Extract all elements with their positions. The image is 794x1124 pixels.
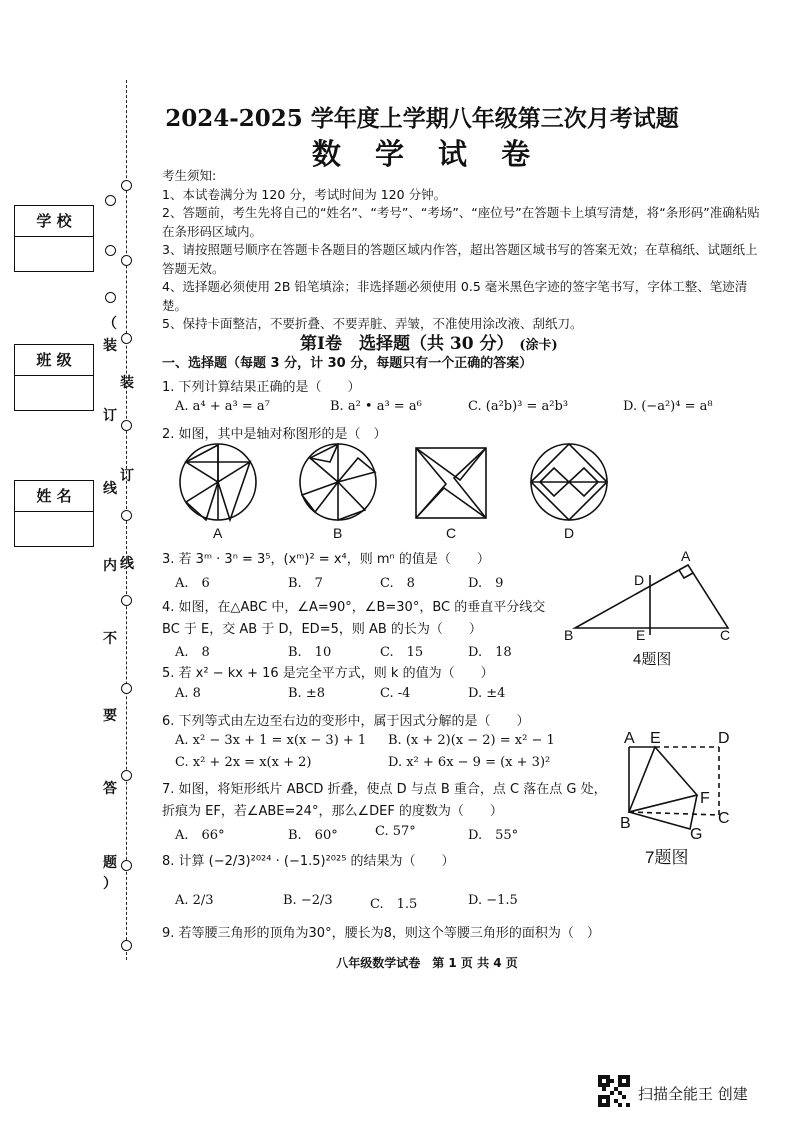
school-box[interactable] xyxy=(14,205,94,272)
school-label: 学 校 xyxy=(15,206,93,237)
binding-hole xyxy=(121,180,132,191)
option[interactable]: D. x² + 6x − 9 = (x + 3)² xyxy=(388,755,551,770)
inner-char: 要 xyxy=(103,708,117,724)
option[interactable]: A. 8 xyxy=(175,645,210,660)
note-item: 1、本试卷满分为 120 分，考试时间为 120 分钟。 xyxy=(162,186,447,202)
scanner-watermark: 扫描全能王 创建 xyxy=(638,1085,748,1103)
inner-char: 线 xyxy=(103,481,117,497)
class-box[interactable] xyxy=(14,344,94,411)
inner-char: 答 xyxy=(103,781,117,797)
option[interactable]: D. 55° xyxy=(468,828,519,843)
fig7-label: B xyxy=(620,815,631,832)
figure-d[interactable] xyxy=(531,444,607,520)
figure-b[interactable] xyxy=(300,444,376,520)
outer-char: 订 xyxy=(120,468,134,484)
option[interactable]: B. a² • a³ = a⁶ xyxy=(330,399,422,414)
fig7-label: A xyxy=(624,730,635,747)
option[interactable]: C. x² + 2x = x(x + 2) xyxy=(175,755,312,770)
margin-circle xyxy=(105,195,116,206)
fig7-label: C xyxy=(718,810,730,827)
q2-figures xyxy=(170,440,620,525)
option[interactable]: C. 57° xyxy=(375,824,416,839)
option[interactable]: A. x² − 3x + 1 = x(x − 3) + 1 xyxy=(175,733,367,748)
figure-a[interactable] xyxy=(180,444,256,520)
option[interactable]: A. 2/3 xyxy=(175,893,214,908)
fig4-label: B xyxy=(564,627,574,643)
question-stem-cont: 折痕为 EF，若∠ABE=24°，那么∠DEF 的度数为（ ） xyxy=(162,804,503,819)
option[interactable]: D. (−a²)⁴ = a⁸ xyxy=(623,399,713,414)
binding-hole xyxy=(121,255,132,266)
binding-hole xyxy=(121,860,132,871)
fig7-label: F xyxy=(700,790,710,807)
exam-notes xyxy=(162,167,762,334)
option[interactable]: A. 66° xyxy=(175,828,225,843)
option[interactable]: B. 60° xyxy=(288,828,338,843)
fig7-caption: 7题图 xyxy=(645,848,689,867)
option[interactable]: D. 18 xyxy=(468,645,512,660)
binding-hole xyxy=(121,683,132,694)
name-label: 姓 名 xyxy=(15,481,93,512)
inner-char: 内 xyxy=(103,558,117,574)
option[interactable]: C. 8 xyxy=(380,576,415,591)
outer-char: 线 xyxy=(120,556,134,572)
qr-code-icon xyxy=(598,1075,630,1107)
margin-circle xyxy=(105,245,116,256)
option[interactable]: C. 15 xyxy=(380,645,424,660)
name-box[interactable] xyxy=(14,480,94,547)
option[interactable]: A. 8 xyxy=(175,686,201,701)
outer-char: 装 xyxy=(120,375,134,391)
margin-circle xyxy=(105,292,116,303)
binding-hole xyxy=(121,510,132,521)
binding-hole xyxy=(121,420,132,431)
question-stem: 8. 计算 (−2/3)²⁰²⁴ · (−1.5)²⁰²⁵ 的结果为（ ） xyxy=(162,854,455,869)
option[interactable]: B. −2/3 xyxy=(283,893,333,908)
fig4-label: E xyxy=(636,627,646,643)
exam-title: 2024-2025 学年度上学期八年级第三次月考试题 xyxy=(165,105,679,132)
inner-char: ） xyxy=(103,876,117,892)
note-item: 2、答题前，考生先将自己的“姓名”、“考号”、“考场”、“座位号”在答题卡上填写清楚，将“条形码”准确粘贴在条形码区域内。 xyxy=(162,205,760,239)
binding-hole xyxy=(121,940,132,951)
fig7-label: G xyxy=(690,826,703,843)
option[interactable]: A. a⁴ + a³ = a⁷ xyxy=(175,399,270,414)
fig-label-b: B xyxy=(333,525,343,541)
inner-char: 装 xyxy=(103,338,117,354)
part-title: 一、选择题（每题 3 分，计 30 分，每题只有一个正确的答案） xyxy=(162,356,533,371)
binding-hole xyxy=(121,770,132,781)
question-stem: 7. 如图，将矩形纸片 ABCD 折叠，使点 D 与点 B 重合，点 C 落在点 G 处， xyxy=(162,782,607,797)
note-item: 5、保持卡面整洁，不要折叠、不要弄脏、弄皱，不准使用涂改液、刮纸刀。 xyxy=(162,316,583,331)
inner-char: 订 xyxy=(103,408,117,424)
fig-label-c: C xyxy=(446,525,457,541)
fig4-label: D xyxy=(634,572,645,588)
inner-char: 不 xyxy=(103,631,117,647)
option[interactable]: B. ±8 xyxy=(288,686,325,701)
question-stem: 1. 下列计算结果正确的是（ ） xyxy=(162,380,361,395)
option[interactable]: A. 6 xyxy=(175,576,210,591)
question-stem-cont: BC 于 E，交 AB 于 D，ED=5，则 AB 的长为（ ） xyxy=(162,622,482,637)
fig-label-a: A xyxy=(213,525,223,541)
binding-hole xyxy=(121,595,132,606)
binding-hole xyxy=(121,333,132,344)
question-stem: 9. 若等腰三角形的顶角为30°，腰长为8，则这个等腰三角形的面积为（ ） xyxy=(162,926,600,941)
option[interactable]: B. (x + 2)(x − 2) = x² − 1 xyxy=(388,733,555,748)
page-footer: 八年级数学试卷 第 1 页 共 4 页 xyxy=(336,956,518,970)
notes-heading: 考生须知: xyxy=(162,168,217,183)
note-item: 4、选择题必须使用 2B 铅笔填涂；非选择题必须使用 0.5 毫米黑色字迹的签字笔书写，字体工整、笔迹清楚。 xyxy=(162,279,748,313)
section-title-text: 第Ⅰ卷 选择题（共 30 分） xyxy=(300,334,514,354)
inner-char: （ xyxy=(103,316,117,332)
section-title xyxy=(300,329,558,354)
name-field[interactable] xyxy=(15,512,93,546)
inner-char: 题 xyxy=(103,855,117,871)
option[interactable]: C. -4 xyxy=(380,686,411,701)
class-label: 班 级 xyxy=(15,345,93,376)
section-note: (涂卡) xyxy=(519,338,558,353)
option[interactable]: D. −1.5 xyxy=(468,893,518,908)
option[interactable]: B. 10 xyxy=(288,645,332,660)
fig7-label: D xyxy=(718,730,730,747)
option[interactable]: D. ±4 xyxy=(468,686,506,701)
exam-subtitle: 数 学 试 卷 xyxy=(311,137,543,171)
fig-label-d: D xyxy=(564,525,575,541)
figure-c[interactable] xyxy=(416,448,486,518)
question-stem: 6. 下列等式由左边至右边的变形中，属于因式分解的是（ ） xyxy=(162,714,530,729)
fig7-label: E xyxy=(650,730,661,747)
fig4-label: C xyxy=(720,627,731,643)
question-stem: 2. 如图，其中是轴对称图形的是（ ） xyxy=(162,427,387,442)
fig4-caption: 4题图 xyxy=(633,651,672,668)
option[interactable]: B. 7 xyxy=(288,576,323,591)
option[interactable]: C. (a²b)³ = a²b³ xyxy=(468,399,569,414)
fig7-rectangle xyxy=(615,735,735,845)
question-stem: 4. 如图，在△ABC 中，∠A=90°，∠B=30°，BC 的垂直平分线交 xyxy=(162,600,546,615)
question-stem: 5. 若 x² − kx + 16 是完全平方式，则 k 的值为（ ） xyxy=(162,666,494,681)
fig4-label: A xyxy=(681,548,691,564)
school-field[interactable] xyxy=(15,237,93,271)
note-item: 3、请按照题号顺序在答题卡各题目的答题区域内作答，超出答题区域书写的答案无效；在草稿纸、试题纸上答题无效。 xyxy=(162,242,758,276)
class-field[interactable] xyxy=(15,376,93,410)
option[interactable]: D. 9 xyxy=(468,576,504,591)
question-stem: 3. 若 3ᵐ · 3ⁿ = 3⁵，(xᵐ)² = x⁴，则 mⁿ 的值是（ ） xyxy=(162,552,490,567)
option[interactable]: C. 1.5 xyxy=(370,897,418,912)
